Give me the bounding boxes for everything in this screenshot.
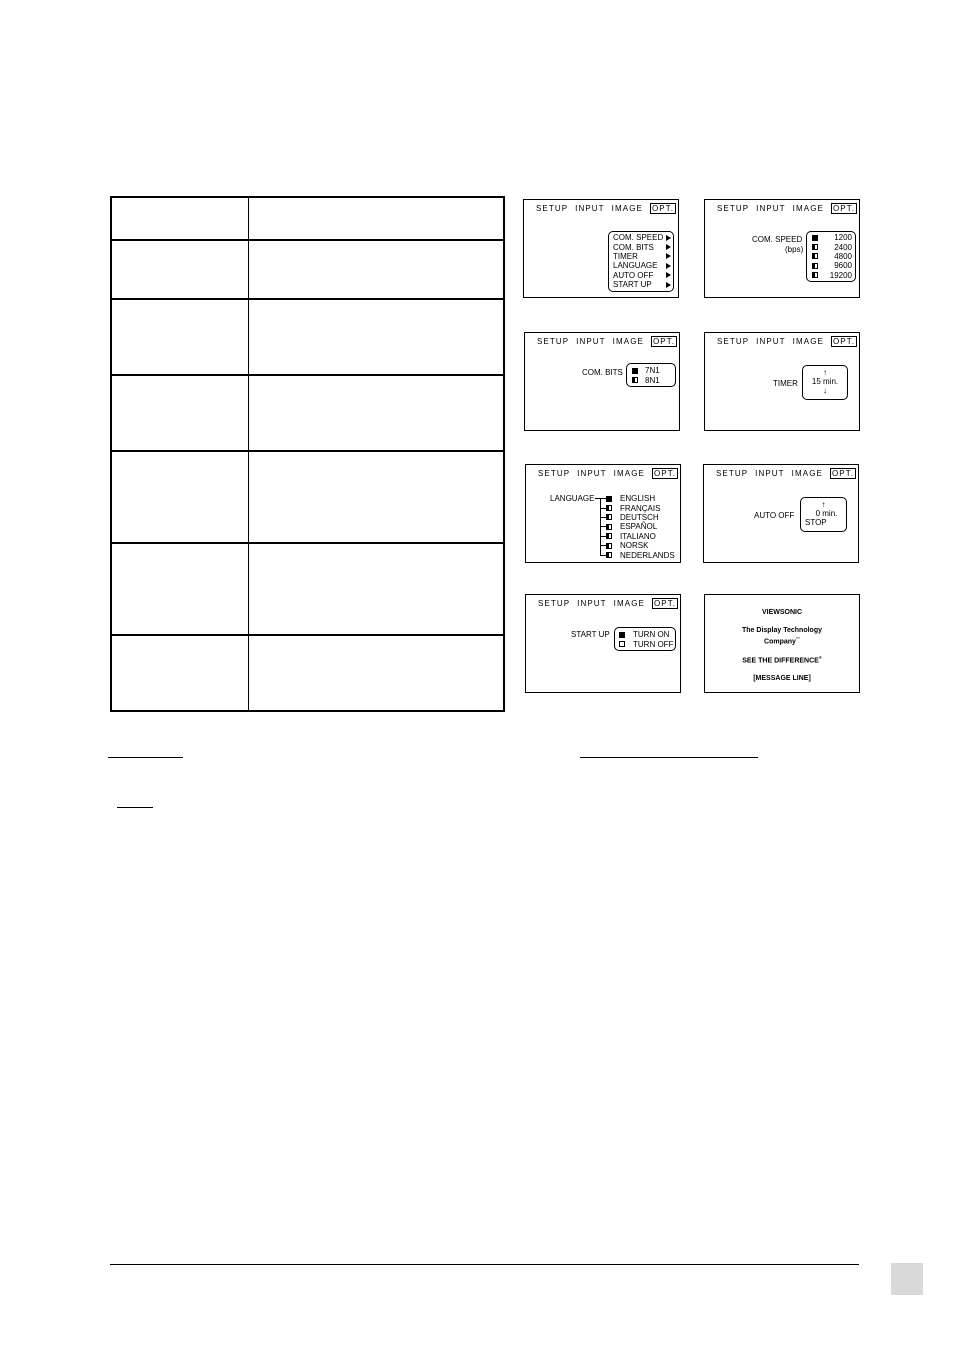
checkbox-icon: [812, 244, 818, 250]
menu-opt-selected[interactable]: OPT.: [652, 337, 676, 346]
arrow-right-icon: [666, 235, 671, 241]
menu-image[interactable]: IMAGE: [792, 204, 824, 213]
table-row-divider: [112, 450, 503, 452]
bits-option[interactable]: 8N1: [632, 375, 672, 384]
footer-rule: [110, 1264, 859, 1265]
bits-option[interactable]: 7N1: [632, 366, 672, 375]
osd-panel-auto-off: [703, 464, 859, 563]
osd-menu-bar: [537, 337, 676, 346]
menu-input[interactable]: INPUT: [577, 469, 607, 478]
language-option[interactable]: NORSK: [600, 541, 675, 550]
menu-setup[interactable]: SETUP: [538, 469, 571, 478]
option-language[interactable]: LANGUAGE: [613, 261, 671, 270]
auto-off-value-box[interactable]: [800, 497, 847, 532]
menu-image[interactable]: IMAGE: [613, 469, 645, 478]
com-speed-unit: (bps): [785, 245, 804, 254]
osd-panel-language: [525, 464, 681, 563]
timer-label: TIMER: [773, 379, 798, 388]
start-up-option[interactable]: TURN ON: [619, 630, 672, 639]
arrow-right-icon: [666, 282, 671, 288]
checkbox-icon: [606, 533, 612, 539]
language-options: [600, 494, 675, 560]
menu-setup[interactable]: SETUP: [717, 204, 750, 213]
arrow-right-icon: [666, 253, 671, 259]
option-com-speed[interactable]: COM. SPEED: [613, 233, 671, 242]
checkbox-icon: [632, 377, 638, 383]
underline-rule: [108, 757, 183, 758]
arrow-up-icon[interactable]: ↑: [821, 500, 826, 509]
speed-option[interactable]: 19200: [812, 271, 852, 280]
checkbox-icon: [606, 505, 612, 511]
osd-panel-options-menu: [523, 199, 679, 298]
timer-value: 15 min.: [811, 377, 839, 386]
table-row-divider: [112, 634, 503, 636]
osd-menu-bar: [716, 469, 855, 478]
brand-name: VIEWSONIC: [761, 609, 803, 616]
osd-menu-bar: [538, 469, 677, 478]
menu-input[interactable]: INPUT: [755, 469, 785, 478]
auto-off-value: 0 min.: [815, 509, 838, 518]
page-number-box: [891, 1263, 923, 1295]
selected-checkbox-icon: [812, 235, 818, 241]
language-option[interactable]: NEDERLANDS: [600, 550, 675, 559]
tagline: The Display Technology: [742, 627, 822, 634]
option-start-up[interactable]: START UP: [613, 280, 671, 289]
language-option[interactable]: ENGLISH: [600, 494, 675, 503]
menu-setup[interactable]: SETUP: [536, 204, 569, 213]
menu-opt-selected[interactable]: OPT.: [831, 469, 855, 478]
osd-menu-bar: [717, 337, 856, 346]
language-option[interactable]: ESPAÑOL: [600, 522, 675, 531]
com-bits-options: [626, 363, 676, 387]
language-option[interactable]: ITALIANO: [600, 532, 675, 541]
start-up-options: [614, 627, 676, 651]
selected-checkbox-icon: [619, 632, 625, 638]
osd-panel-start-up: [525, 594, 681, 693]
osd-panel-com-bits: [524, 332, 680, 431]
arrow-right-icon: [666, 263, 671, 269]
option-com-bits[interactable]: COM. BITS: [613, 242, 671, 251]
underline-rule: [117, 807, 153, 808]
menu-input[interactable]: INPUT: [756, 204, 786, 213]
stop-option[interactable]: STOP: [805, 518, 827, 527]
table-row-divider: [112, 239, 503, 241]
selected-checkbox-icon: [606, 496, 612, 502]
menu-image[interactable]: IMAGE: [792, 337, 824, 346]
start-up-label: START UP: [571, 630, 610, 639]
menu-input[interactable]: INPUT: [577, 599, 607, 608]
speed-option[interactable]: 2400: [812, 242, 852, 251]
language-label: LANGUAGE: [550, 494, 595, 503]
checkbox-icon: [812, 263, 818, 269]
menu-setup[interactable]: SETUP: [537, 337, 570, 346]
tagline-company: Company™: [764, 636, 800, 646]
menu-image[interactable]: IMAGE: [611, 204, 643, 213]
osd-panel-startup-message: [704, 594, 860, 693]
option-timer[interactable]: TIMER: [613, 252, 671, 261]
com-speed-options: [806, 231, 856, 282]
osd-menu-bar: [536, 204, 675, 213]
menu-setup[interactable]: SETUP: [716, 469, 749, 478]
settings-table: [110, 196, 505, 712]
timer-value-box[interactable]: [802, 365, 848, 400]
com-bits-label: COM. BITS: [582, 368, 623, 377]
menu-opt-selected[interactable]: OPT.: [651, 204, 675, 213]
checkbox-icon: [606, 524, 612, 530]
language-option[interactable]: FRANÇAIS: [600, 503, 675, 512]
menu-opt-selected[interactable]: OPT.: [832, 204, 856, 213]
table-row-divider: [112, 298, 503, 300]
menu-input[interactable]: INPUT: [575, 204, 605, 213]
trademark-symbol: ™: [795, 636, 800, 641]
menu-opt-selected[interactable]: OPT.: [832, 337, 856, 346]
menu-image[interactable]: IMAGE: [791, 469, 823, 478]
table-row-divider: [112, 374, 503, 376]
osd-menu-bar: [717, 204, 856, 213]
arrow-up-icon[interactable]: ↑: [823, 368, 827, 377]
menu-opt-selected[interactable]: OPT.: [653, 469, 677, 478]
menu-input[interactable]: INPUT: [756, 337, 786, 346]
arrow-right-icon: [666, 244, 671, 250]
checkbox-icon: [606, 543, 612, 549]
selected-checkbox-icon: [632, 368, 638, 374]
arrow-down-icon[interactable]: ↓: [823, 386, 827, 395]
speed-option[interactable]: 9600: [812, 261, 852, 270]
menu-image[interactable]: IMAGE: [612, 337, 644, 346]
menu-setup[interactable]: SETUP: [717, 337, 750, 346]
osd-panel-com-speed: [704, 199, 860, 298]
checkbox-icon: [606, 552, 612, 558]
menu-input[interactable]: INPUT: [576, 337, 606, 346]
com-speed-label: COM. SPEED: [752, 235, 803, 244]
message-line: [MESSAGE LINE]: [753, 675, 811, 682]
language-option[interactable]: DEUTSCH: [600, 513, 675, 522]
osd-menu-bar: [538, 599, 677, 608]
menu-setup[interactable]: SETUP: [538, 599, 571, 608]
slogan: SEE THE DIFFERENCE®: [742, 655, 822, 665]
underline-rule: [580, 757, 758, 758]
auto-off-label: AUTO OFF: [754, 511, 795, 520]
menu-opt-selected[interactable]: OPT.: [653, 599, 677, 608]
osd-panel-timer: [704, 332, 860, 431]
speed-option[interactable]: 1200: [812, 233, 852, 242]
speed-option[interactable]: 4800: [812, 252, 852, 261]
table-row-divider: [112, 542, 503, 544]
registered-symbol: ®: [818, 655, 822, 660]
arrow-right-icon: [666, 272, 671, 278]
option-auto-off[interactable]: AUTO OFF: [613, 271, 671, 280]
checkbox-icon: [619, 641, 625, 647]
options-list: [608, 231, 674, 292]
checkbox-icon: [812, 272, 818, 278]
menu-image[interactable]: IMAGE: [613, 599, 645, 608]
start-up-option[interactable]: TURN OFF: [619, 639, 672, 648]
checkbox-icon: [606, 514, 612, 520]
checkbox-icon: [812, 253, 818, 259]
